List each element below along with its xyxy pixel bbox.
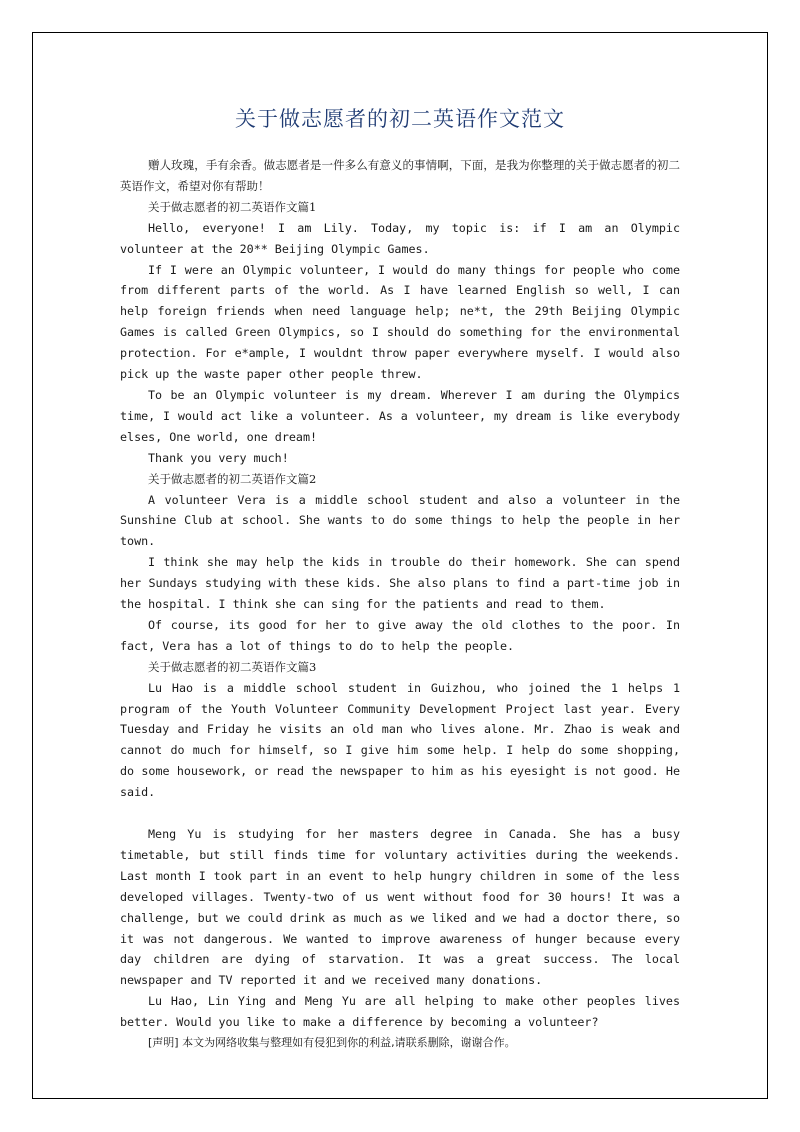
disclaimer: [声明] 本文为网络收集与整理如有侵犯到你的利益,请联系删除，谢谢合作。 <box>148 1036 516 1050</box>
document-title: 关于做志愿者的初二英语作文范文 <box>235 107 565 131</box>
body-paragraph: A volunteer Vera is a middle school student and also a volunteer in the Sunshine Club at school. She wants to do some things to help the people in her town. <box>120 492 680 549</box>
body-paragraph: Hello, everyone! I am Lily. Today, my topic is: if I am an Olympic volunteer at the 20** Beijing Olympic Games. <box>120 220 680 256</box>
body-paragraph: I think she may help the kids in trouble do their homework. She can spend her Sundays studying with these kids. She also plans to find a part-time job in the hospital. I think she can sing for the patients and read to them. <box>120 555 680 612</box>
body-paragraph: Lu Hao is a middle school student in Guizhou, who joined the 1 helps 1 program of the Youth Volunteer Community Development Project last year. Every Tuesday and Friday he visits an old man who lives alone. Mr. Zhao is weak and cannot do much for himself, so I give him some help. I help do some shopping, do some housework, or read the newspaper to him as his eyesight is not good. He said. <box>120 680 680 800</box>
body-paragraph: Meng Yu is studying for her masters degree in Canada. She has a busy timetable, but still finds time for voluntary activities during the weekends. Last month I took part in an event to help hungry children in some of the less developed villages. Twenty-two of us went without food for 30 hours! It was a challenge, but we could drink as much as we liked and we had a doctor there, so it was not dangerous. We wanted to improve awareness of hunger because every day children are dying of starvation. It was a great success. The local newspaper and TV reported it and we received many donations. <box>120 826 680 988</box>
section-heading-3: 关于做志愿者的初二英语作文篇3 <box>148 659 317 674</box>
section-heading-2: 关于做志愿者的初二英语作文篇2 <box>148 471 317 486</box>
body-paragraph: Lu Hao, Lin Ying and Meng Yu are all helping to make other peoples lives better. Would you like to make a difference by becoming a volunteer? <box>120 994 680 1030</box>
body-paragraph: Thank you very much! <box>148 450 289 465</box>
document-body <box>120 155 680 1054</box>
body-paragraph: If I were an Olympic volunteer, I would do many things for people who come from different parts of the world. As I have learned English so well, I can help foreign friends when need language help; ne*t, the 29th Beijing Olympic Games is called Green Olympics, so I should do something for the environmental protection. For e*ample, I wouldnt throw paper everywhere myself. I would also pick up the waste paper other people threw. <box>120 262 680 382</box>
body-paragraph: To be an Olympic volunteer is my dream. Wherever I am during the Olympics time, I would act like a volunteer. As a volunteer, my dream is like everybody elses, One world, one dream! <box>120 387 680 444</box>
intro-paragraph: 赠人玫瑰，手有余香。做志愿者是一件多么有意义的事情啊，下面，是我为你整理的关于做志愿者的初二英语作文，希望对你有帮助！ <box>120 158 680 193</box>
section-heading-1: 关于做志愿者的初二英语作文篇1 <box>148 199 317 214</box>
body-paragraph: Of course, its good for her to give away the old clothes to the poor. In fact, Vera has a lot of things to do to help the people. <box>120 617 680 653</box>
